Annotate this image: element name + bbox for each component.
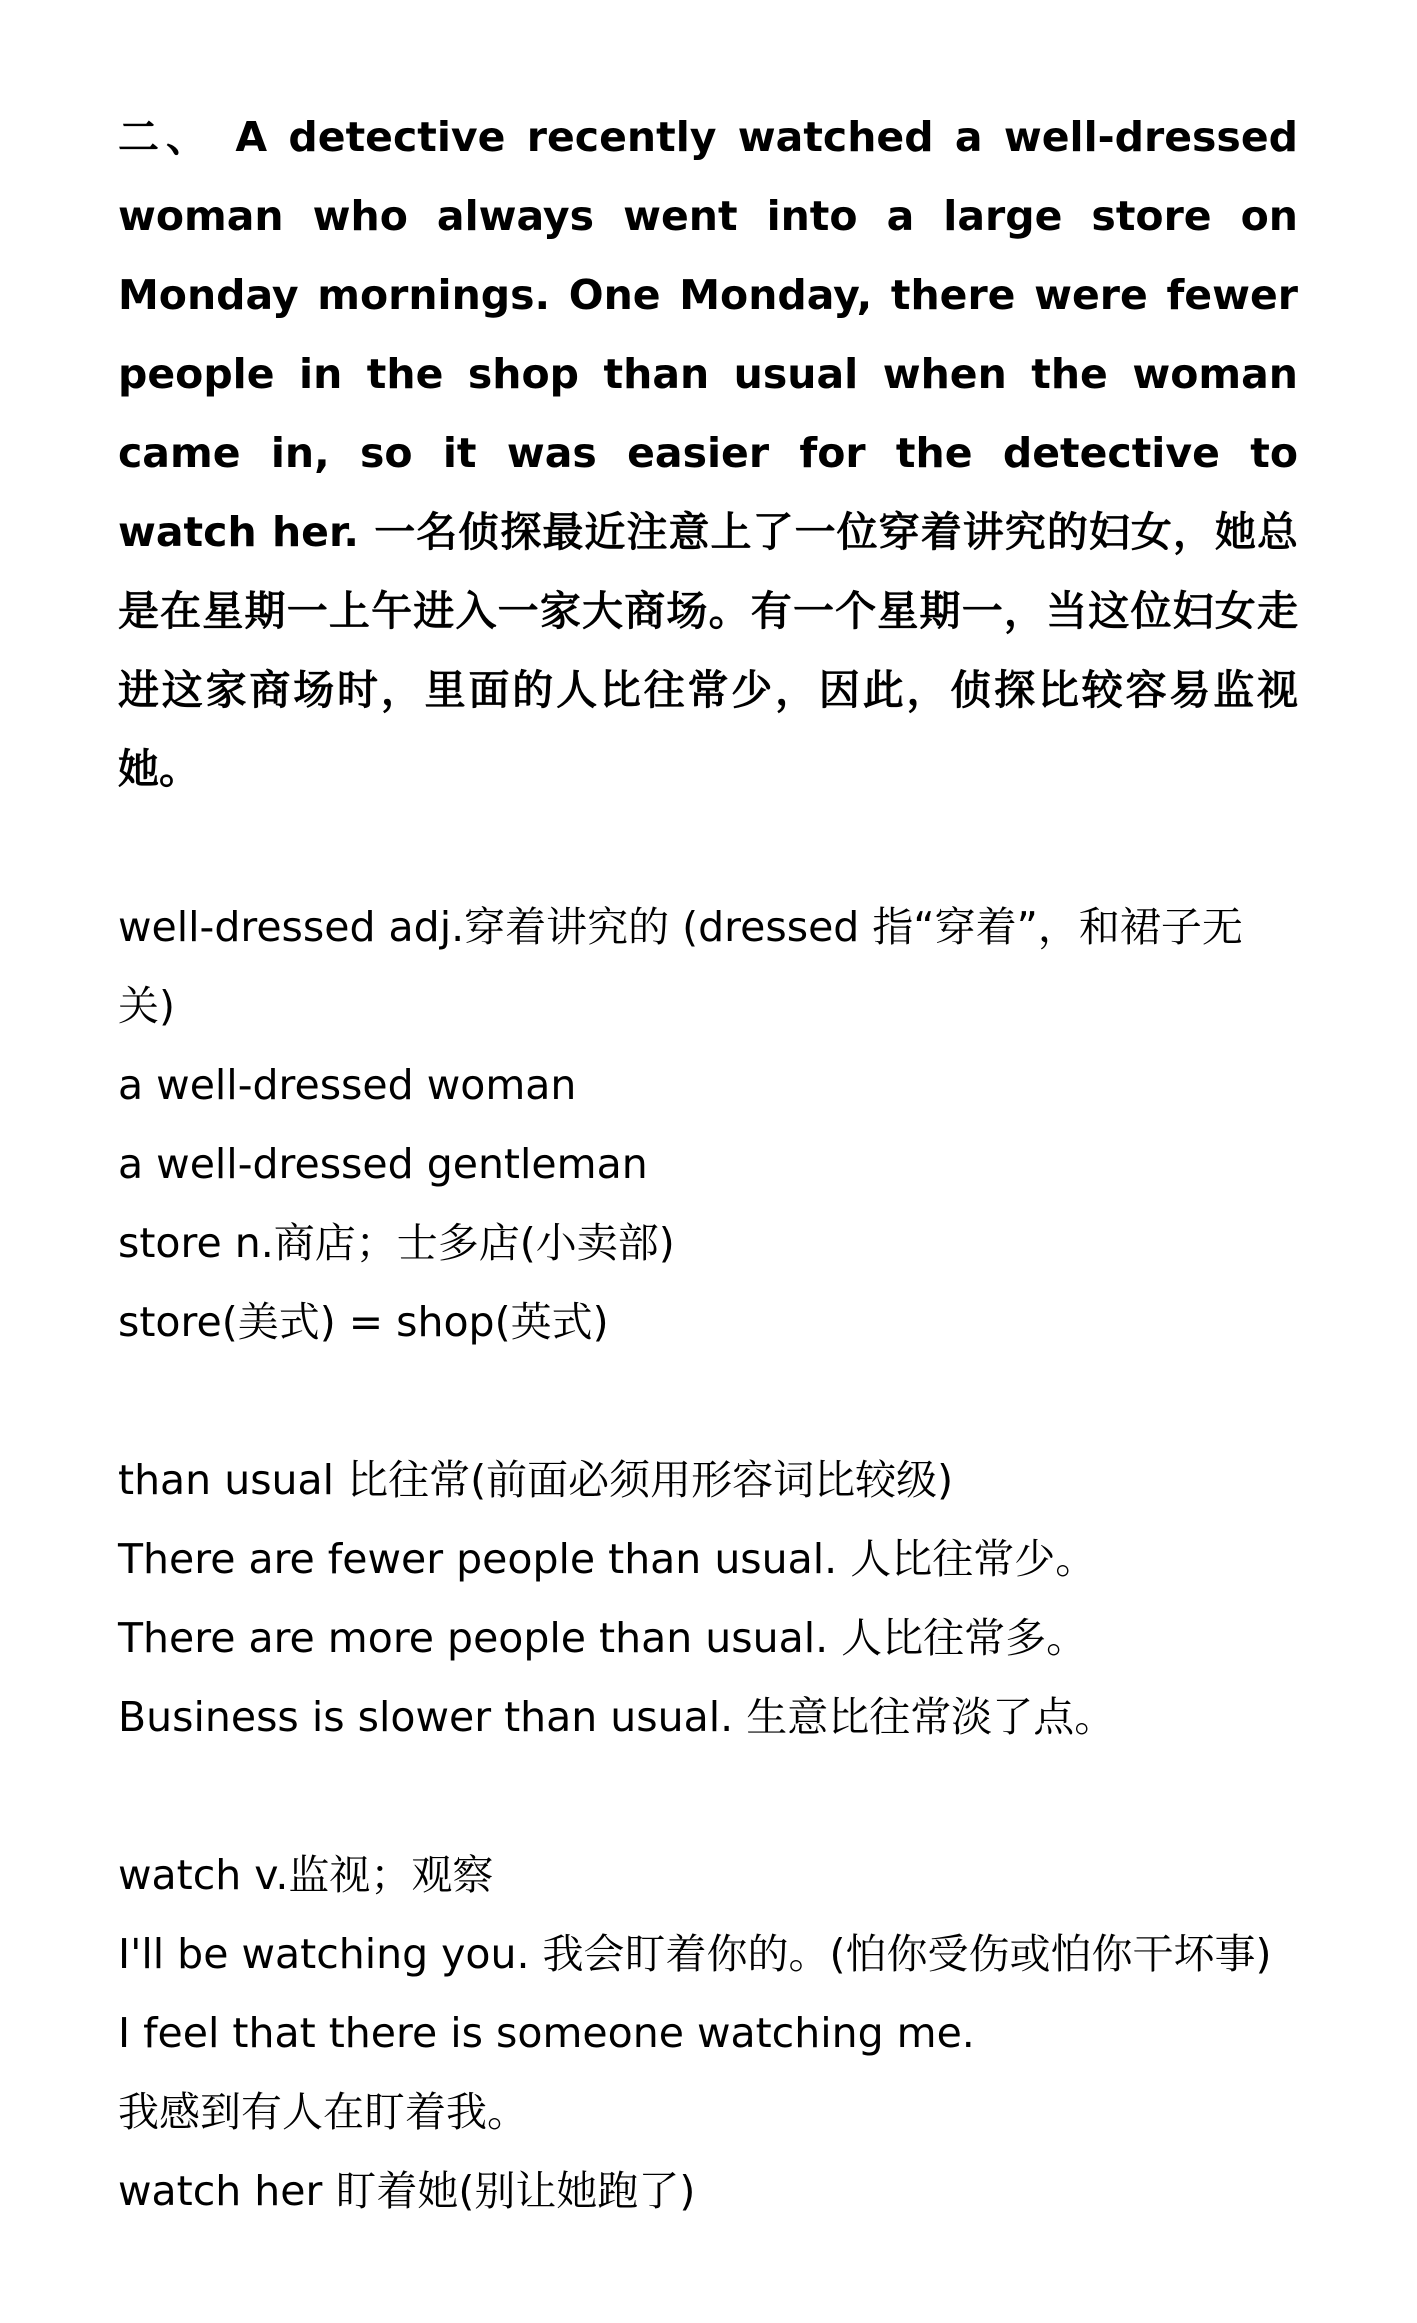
- vocab-group-watch: [118, 1836, 1298, 2231]
- example-line: There are fewer people than usual. 人比往常少。: [118, 1535, 1097, 1583]
- spacer: [118, 1362, 1298, 1441]
- intro-chinese: 一名侦探最近注意上了一位穿着讲究的妇女，她总是在星期一上午进入一家大商场。有一个星期一，当这位妇女走进这家商场时，里面的人比往常少，因此，侦探比较容易监视她。: [118, 508, 1299, 793]
- intro-paragraph: [118, 98, 1298, 809]
- vocab-line: store n.商店；士多店(小卖部): [118, 1219, 675, 1267]
- example-line: a well-dressed gentleman: [118, 1140, 648, 1188]
- vocab-line: well-dressed adj.穿着讲究的 (dressed 指“穿着”，和裙子无关): [118, 903, 1243, 1030]
- spacer: [118, 809, 1298, 888]
- vocab-group-well-dressed: [118, 888, 1298, 1362]
- spacer: [118, 1757, 1298, 1836]
- example-line: 我感到有人在盯着我。: [118, 2088, 528, 2136]
- vocab-line: than usual 比往常(前面必须用形容词比较级): [118, 1456, 954, 1504]
- example-line: There are more people than usual. 人比往常多。: [118, 1614, 1088, 1662]
- example-line: watch her 盯着她(别让她跑了): [118, 2167, 696, 2215]
- example-line: Business is slower than usual. 生意比往常淡了点。: [118, 1693, 1116, 1741]
- vocab-line: watch v.监视；观察: [118, 1851, 494, 1899]
- example-line: store(美式) = shop(英式): [118, 1298, 609, 1346]
- document-page: [118, 98, 1298, 2231]
- example-line: a well-dressed woman: [118, 1061, 577, 1109]
- example-line: I feel that there is someone watching me.: [118, 2009, 975, 2057]
- example-line: I'll be watching you. 我会盯着你的。(怕你受伤或怕你干坏事): [118, 1930, 1272, 1978]
- vocab-group-than-usual: [118, 1441, 1298, 1757]
- intro-english: A detective recently watched a well-dressed woman who always went into a large store on Monday mornings. One Monday, there were fewer people in the shop than usual when the woman came in, so it was easier for the detective to watch her.: [118, 113, 1298, 556]
- section-number: 二、: [118, 113, 215, 161]
